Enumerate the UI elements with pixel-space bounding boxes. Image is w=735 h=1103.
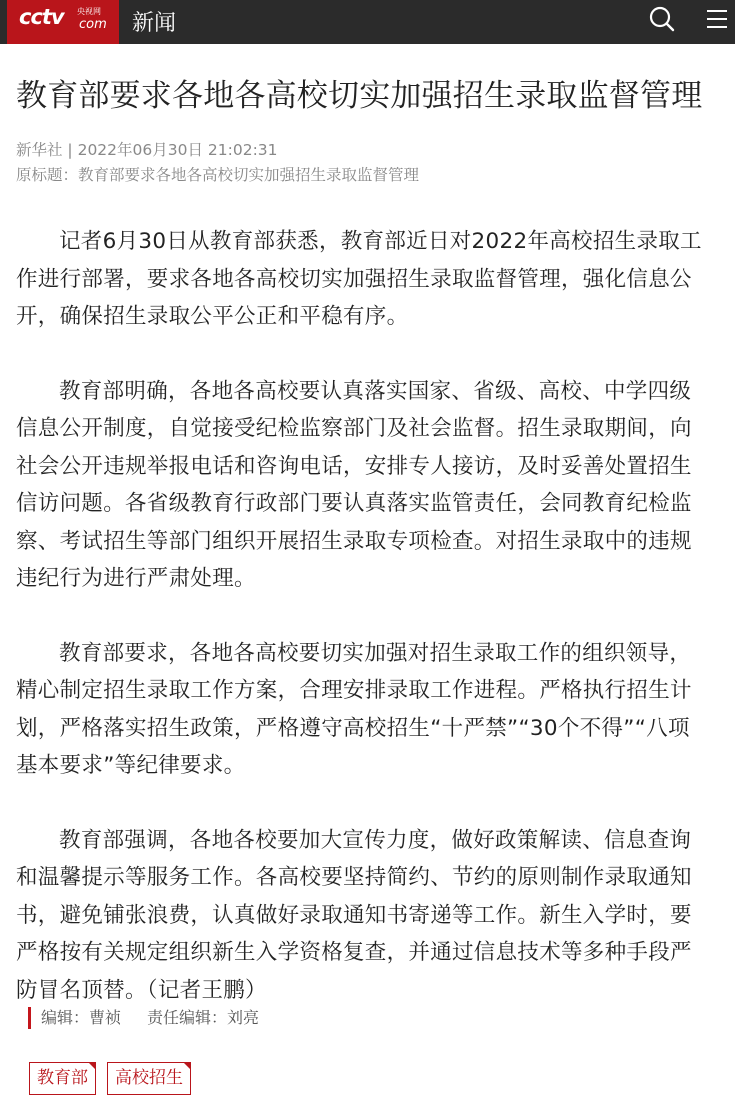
chief-editor-name: 责任编辑：刘亮 xyxy=(147,1008,260,1027)
article-body xyxy=(16,223,710,1046)
editor-name: 编辑：曹祯 xyxy=(41,1008,122,1027)
cctv-logo[interactable] xyxy=(7,0,119,44)
top-navigation-bar xyxy=(0,0,735,44)
logo-subtext: 央视网 xyxy=(77,7,101,16)
original-title: 原标题：教育部要求各地各高校切实加强招生录取监督管理 xyxy=(16,166,420,184)
logo-com-text: com xyxy=(79,17,107,32)
tag-education-ministry[interactable]: 教育部 xyxy=(29,1062,96,1095)
article-paragraph: 教育部明确，各地各高校要认真落实国家、省级、高校、中学四级信息公开制度，自觉接受纪检监察部门及社会监督。招生录取期间，向社会公开违规举报电话和咨询电话，安排专人接访，及时妥善处置招生信访问题。各省级教育行政部门要认真落实监管责任，会同教育纪检监察、考试招生等部门组织开展招生录取专项检查。对招生录取中的违规违纪行为进行严肃处理。 xyxy=(16,378,692,591)
article-paragraph: 教育部要求，各地各高校要切实加强对招生录取工作的组织领导，精心制定招生录取工作方案，合理安排录取工作进程。严格执行招生计划，严格落实招生政策，严格遵守高校招生“十严禁”“30个不得”“八项基本要求”等纪律要求。 xyxy=(16,640,692,778)
editor-credits xyxy=(28,1007,259,1029)
article-paragraph: 教育部强调，各地各校要加大宣传力度，做好政策解读、信息查询和温馨提示等服务工作。各高校要坚持简约、节约的原则制作录取通知书，避免铺张浪费，认真做好录取通知书寄递等工作。新生入学时，要严格按有关规定组织新生入学资格复查，并通过信息技术等多种手段严防冒名顶替。（记者王鹏） xyxy=(16,827,692,1003)
section-title[interactable]: 新闻 xyxy=(132,11,177,36)
article-title: 教育部要求各地各高校切实加强招生录取监督管理 xyxy=(16,78,703,114)
article-tags xyxy=(29,1062,202,1095)
source-and-date: 新华社 | 2022年06月30日 21:02:31 xyxy=(16,141,278,159)
logo-text: cctv xyxy=(19,5,64,29)
menu-icon[interactable] xyxy=(705,7,729,31)
search-icon[interactable] xyxy=(648,5,676,33)
article-paragraph: 记者6月30日从教育部获悉，教育部近日对2022年高校招生录取工作进行部署，要求各地各高校切实加强招生录取监督管理，强化信息公开，确保招生录取公平公正和平稳有序。 xyxy=(16,229,702,329)
tag-college-admissions[interactable]: 高校招生 xyxy=(107,1062,191,1095)
article-meta xyxy=(16,138,419,188)
